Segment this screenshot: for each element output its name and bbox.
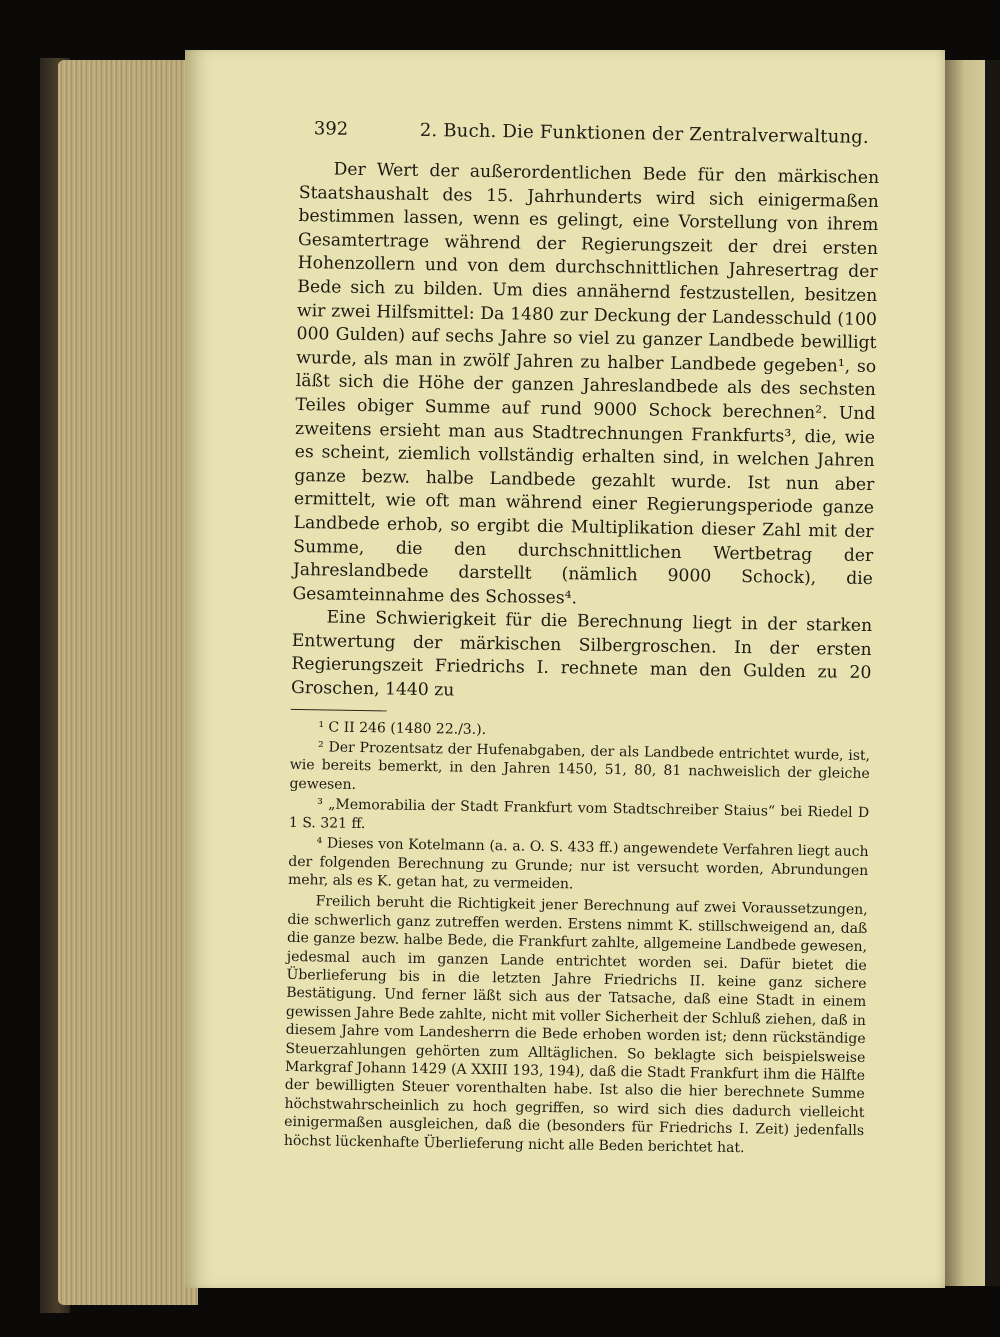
footnote-4-continuation: Freilich beruht die Richtigkeit jener Berechnung auf zwei Voraussetzungen, die schwerlich ganz zutreffen werden. Erstens nimmt K. stillschweigend an, daß die ganze bezw. halbe Bede, die Frankfurt zahlte, allgemeine Landbede gewesen, jedesmal auch im ganzen Lande entrichtet worden sei. Dafür bietet die Überlieferung bis in die letzten Jahre Friedrichs II. keine ganz sichere Bestätigung. Und ferner läßt sich aus der Tatsache, daß eine Stadt in einem gewissen Jahre Bede zahlte, nicht mit voller Sicherheit der Schluß ziehen, daß in diesem Jahre vom Landesherrn die Bede erhoben worden ist; denn rückständige Steuerzahlungen gehörten zum Alltäglichen. So beklagte sich beispielsweise Markgraf Johann 1429 (A XXIII 193, 194), daß die Stadt Frankfurt ihm die Hälfte der bewilligten Steuer vorenthalten habe. Ist also die hier berechnete Summe höchstwahrscheinlich zu hoch gegriffen, so wird sich dies dadurch vielleicht einigermaßen ausgleichen, daß die (besonders für Friedrichs I. Zeit) jedenfalls höchst lückenhafte Überlieferung nicht alle Beden berichtet hat. bbox=[283, 893, 868, 1156]
footnote-3: ³ „Memorabilia der Stadt Frankfurt vom Stadtschreiber Staius“ bei Riedel D 1 S. 321 ff. bbox=[288, 796, 870, 832]
facing-page-shadow bbox=[985, 60, 1000, 1286]
page-content bbox=[284, 118, 880, 1161]
page-number: 392 bbox=[313, 118, 349, 140]
page-stack-edges bbox=[58, 60, 198, 1305]
footnote-2: ² Der Prozentsatz der Hufenabgaben, der als Landbede entrichtet wurde, ist, wie bereits bemerkt, in den Jahren 1450, 51, 80, 81 nachweislich der gleiche gewesen. bbox=[289, 739, 871, 793]
running-title: 2. Buch. Die Funktionen der Zentralverwaltung. bbox=[419, 119, 870, 148]
footnote-1: ¹ C II 246 (1480 22./3.). bbox=[318, 719, 487, 738]
footnote-4: ⁴ Dieses von Kotelmann (a. a. O. S. 433 ff.) angewendete Verfahren liegt auch der folgenden Berechnung zu Grunde; nur ist versucht worden, Abrundungen mehr, als es K. getan hat, zu vermeiden. bbox=[287, 835, 869, 893]
main-text bbox=[291, 158, 879, 710]
footnotes bbox=[284, 718, 871, 1159]
paragraph: Der Wert der außerordentlichen Bede für den märkischen Staatshaushalt des 15. Jahrhunderts wird sich einigermaßen bestimmen lassen, wenn es gelingt, eine Vorstellung von ihrem Gesamtertrage während der Regierungszeit der drei ersten Hohenzollern und von dem durchschnittlichen Jahresertrag der Bede sich zu bilden. Um dies annähernd festzustellen, besitzen wir zwei Hilfsmittel: Da 1480 zur Deckung der Landesschuld (100 000 Gulden) auf sechs Jahre so viel zu ganzer Landbede bewilligt wurde, als man in zwölf Jahren zu halber Landbede gegeben¹, so läßt sich die Höhe der ganzen Jahreslandbede als des sechsten Teiles obiger Summe auf rund 9000 Schock berechnen². Und zweitens ersieht man aus Stadtrechnungen Frankfurts³, die, wie es scheint, ziemlich vollständig erhalten sind, in welchen Jahren ganze bezw. halbe Landbede gezahlt wurde. Ist nun aber ermittelt, wie oft man während einer Regierungsperiode ganze Landbede erhob, so ergibt die Multiplikation dieser Zahl mit der Summe, die den durchschnittlichen Wertbetrag der Jahreslandbede darstellt (nämlich 9000 Schock), die Gesamteinnahme des Schosses⁴. bbox=[292, 159, 880, 609]
paragraph: Eine Schwierigkeit für die Berechnung liegt in der starken Entwertung der märkischen Silbergroschen. In der ersten Regierungszeit Friedrichs I. rechnete man den Gulden zu 20 Groschen, 1440 zu bbox=[290, 607, 873, 701]
footnote-divider bbox=[291, 709, 387, 712]
